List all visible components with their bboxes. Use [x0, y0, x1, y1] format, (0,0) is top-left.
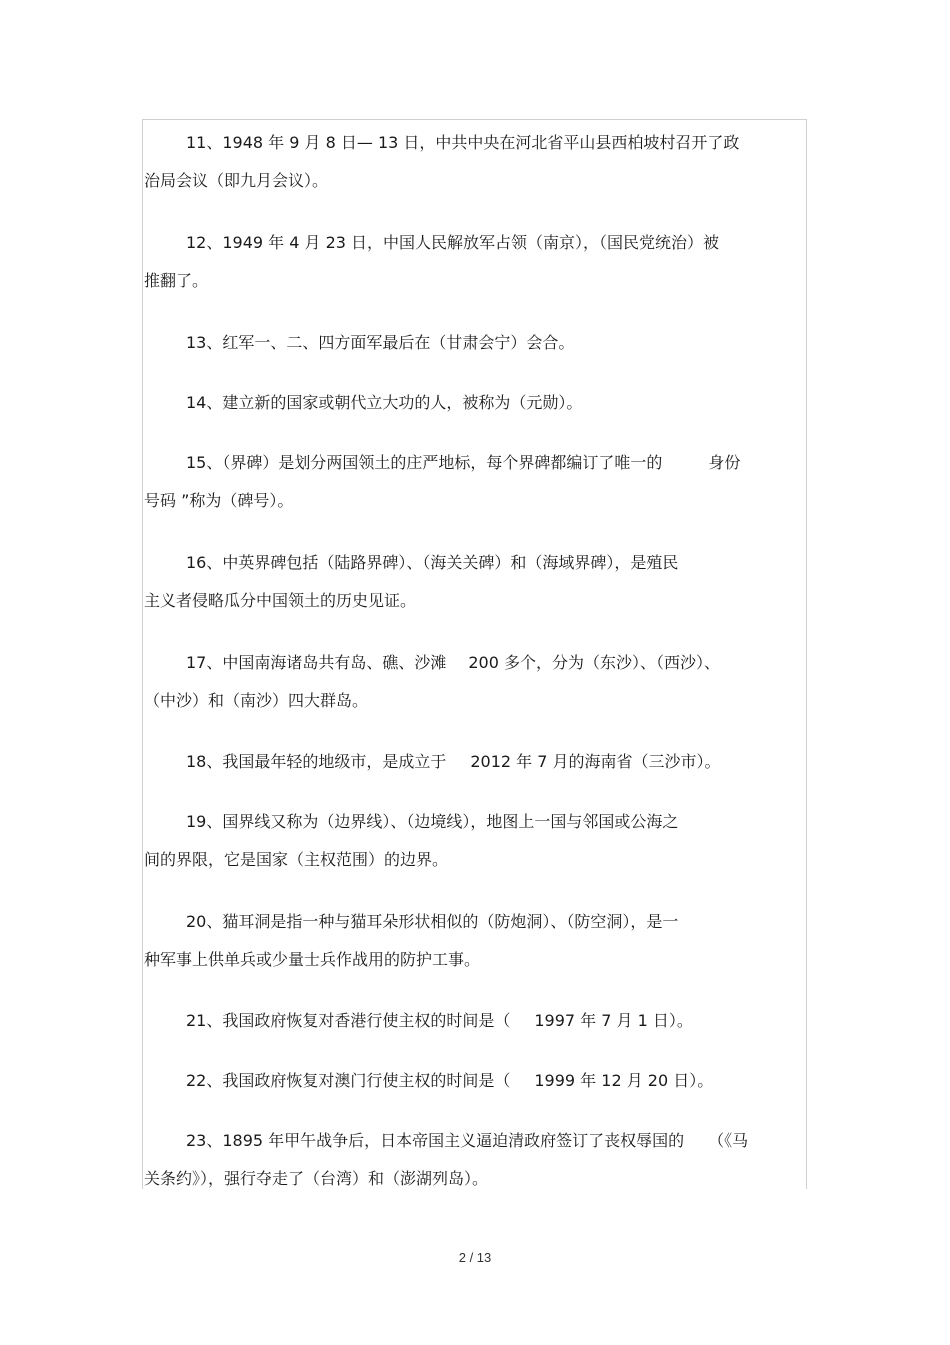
list-item	[144, 444, 808, 520]
list-item	[144, 743, 808, 781]
item-line: 主义者侵略瓜分中国领土的历史见证。	[144, 591, 417, 610]
item-line	[144, 1002, 808, 1040]
list-item	[144, 384, 808, 422]
item-line	[144, 1062, 808, 1100]
item-text-segment: 15、（界碑）是划分两国领土的庄严地标，每个界碑都编订了唯一的	[186, 453, 663, 472]
item-line: 16、中英界碑包括（陆路界碑）、（海关关碑）和（海域界碑），是殖民	[186, 553, 679, 572]
item-text-segment: 18、我国最年轻的地级市，是成立于	[186, 752, 447, 771]
item-text-segment: 21、我国政府恢复对香港行使主权的时间是（	[186, 1011, 511, 1030]
item-line: （中沙）和（南沙）四大群岛。	[144, 691, 369, 710]
item-line	[144, 743, 808, 781]
item-text-segment: 2012 年 7 月的海南省（三沙市）。	[470, 752, 721, 771]
item-text-segment: 1999 年 12 月 20 日）。	[534, 1071, 714, 1090]
item-line: 20、猫耳洞是指一种与猫耳朵形状相似的（防炮洞）、（防空洞），是一	[186, 912, 679, 931]
item-text-segment: （《马	[708, 1131, 749, 1150]
item-line: 推翻了。	[144, 271, 209, 290]
list-item	[144, 1002, 808, 1040]
list-item	[144, 644, 808, 720]
item-line: 13、红军一、二、四方面军最后在（甘肃会宁）会合。	[186, 333, 575, 352]
list-item	[144, 803, 808, 879]
list-item	[144, 324, 808, 362]
item-line: 12、1949 年 4 月 23 日，中国人民解放军占领（南京），（国民党统治）被	[186, 233, 720, 252]
list-item	[144, 224, 808, 300]
item-text-segment: 23、1895 年甲午战争后，日本帝国主义逼迫清政府签订了丧权辱国的	[186, 1131, 685, 1150]
item-text-segment: 22、我国政府恢复对澳门行使主权的时间是（	[186, 1071, 511, 1090]
item-text-segment: 17、中国南海诸岛共有岛、礁、沙滩	[186, 653, 447, 672]
page-number: 2 / 13	[458, 1250, 492, 1265]
item-line: 号码 ”称为（碑号）。	[144, 491, 294, 510]
list-item	[144, 124, 808, 200]
item-line: 14、建立新的国家或朝代立大功的人，被称为（元勋）。	[186, 393, 583, 412]
item-line: 间的界限，它是国家（主权范围）的边界。	[144, 850, 449, 869]
item-line: 种军事上供单兵或少量士兵作战用的防护工事。	[144, 950, 481, 969]
list-item	[144, 1062, 808, 1100]
list-item	[144, 903, 808, 979]
item-line: 关条约》），强行夺走了（台湾）和（澎湖列岛）。	[144, 1169, 489, 1188]
item-text-segment: 身份	[708, 453, 741, 472]
item-line	[144, 644, 808, 682]
item-line	[144, 1122, 808, 1160]
list-item	[144, 1122, 808, 1198]
item-line: 11、1948 年 9 月 8 日— 13 日，中共中央在河北省平山县西柏坡村召开了政	[186, 133, 740, 152]
item-line: 治局会议（即九月会议）。	[144, 171, 329, 190]
item-text-segment: 200 多个，分为（东沙）、（西沙）、	[468, 653, 721, 672]
list-item	[144, 544, 808, 620]
item-text-segment: 1997 年 7 月 1 日）。	[534, 1011, 693, 1030]
item-line	[144, 444, 808, 482]
item-line: 19、国界线又称为（边界线）、（边境线），地图上一国与邻国或公海之	[186, 812, 679, 831]
